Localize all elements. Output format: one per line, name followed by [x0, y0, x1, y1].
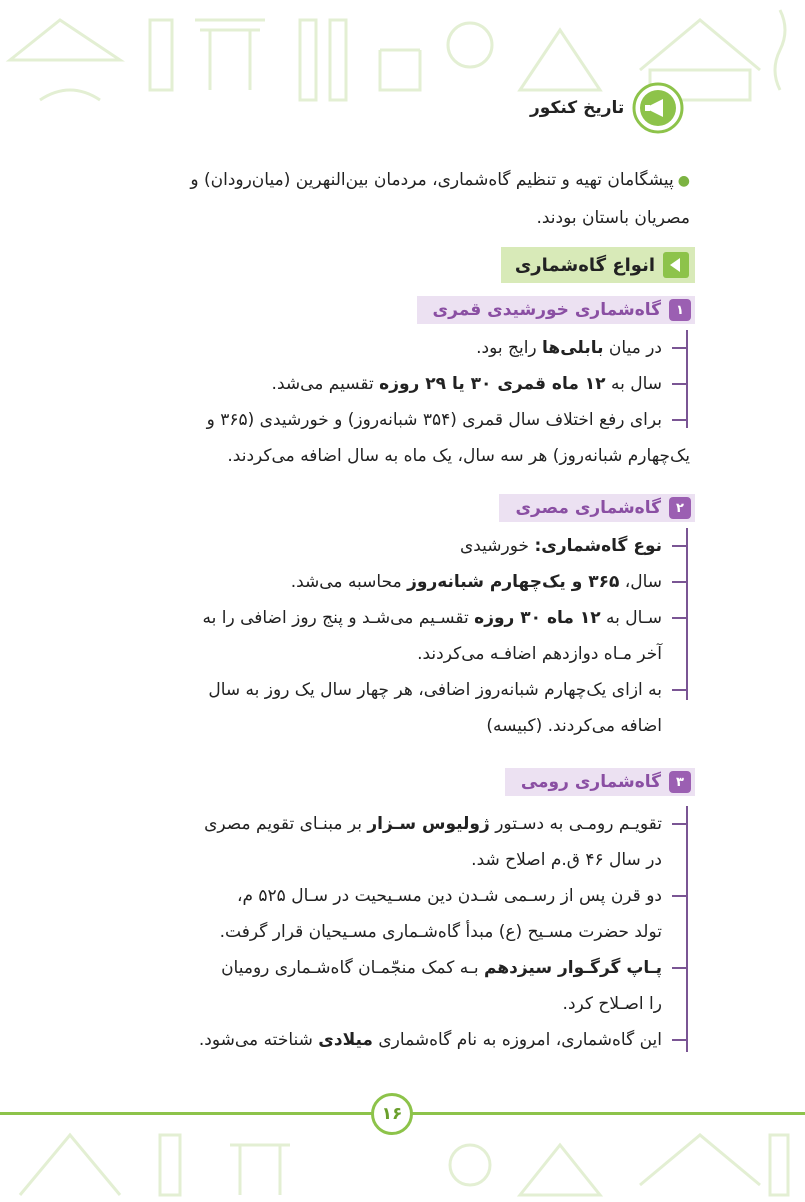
section-title-3: گاه‌شماری رومی [520, 772, 661, 792]
section-title-1: گاه‌شماری خورشیدی قمری [432, 300, 661, 320]
list-item: تقویـم رومـی به دسـتور ژولیوس سـزار بر مبنـای تقویم مصری در سال ۴۶ ق.م اصلاح شد. [118, 806, 690, 878]
list-item: نوع گاه‌شماری: خورشیدی [118, 528, 690, 564]
list-item: پـاپ گرگـوار سیزدهم بـه کمک منجّمـان گاه‌شـماری رومیان را اصـلاح کرد. [118, 950, 690, 1022]
intro-line-1: پیشگامان تهیه و تنظیم گاه‌شماری، مردمان بین‌النهرین (میان‌رودان) و [190, 170, 674, 190]
bullet-dot-icon: ● [677, 173, 690, 189]
brand-header [530, 80, 684, 136]
intro-paragraph [118, 162, 690, 237]
list-item: به ازای یک‌چهارم شبانه‌روز اضافی، هر چهار سال یک روز به سال اضافه می‌کردند. (کبیسه) [118, 672, 690, 744]
list-item: دو قرن پس از رسـمی شـدن دین مسـیحیت در سـال ۵۲۵ م، تولد حضرت مسـیح (ع) مبدأ گاه‌شـماری مسـیحیان قرار گرفت. [118, 878, 690, 950]
list-item: این گاه‌شماری، امروزه به نام گاه‌شماری میلادی شناخته می‌شود. [118, 1022, 690, 1058]
list-item: سال، ۳۶۵ و یک‌چهارم شبانه‌روز محاسبه می‌شد. [118, 564, 690, 600]
section-heading-1 [417, 296, 695, 324]
section-heading-2 [499, 494, 695, 522]
megaphone-icon [632, 82, 684, 134]
list-item: در میان بابلی‌ها رایج بود. [118, 330, 690, 366]
section-number-3: ۳ [669, 771, 691, 793]
section-heading-3 [505, 768, 695, 796]
list-item: سـال به ۱۲ ماه ۳۰ روزه تقسـیم می‌شـد و پنج روز اضافی را به آخر مـاه دوازدهم اضافـه می‌کردند. [118, 600, 690, 672]
intro-line-2: مصریان باستان بودند. [536, 208, 690, 228]
section-number-1: ۱ [669, 299, 691, 321]
section-3-list [118, 806, 690, 1058]
arrow-left-icon [663, 252, 689, 278]
list-item: سال به ۱۲ ماه قمری ۳۰ یا ۲۹ روزه تقسیم می‌شد. [118, 366, 690, 402]
section-1-list [118, 330, 690, 474]
section-number-2: ۲ [669, 497, 691, 519]
page-number: ۱۶ [371, 1093, 413, 1135]
list-item: برای رفع اختلاف سال قمری (۳۵۴ شبانه‌روز) و خورشیدی (۳۶۵ و یک‌چهارم شبانه‌روز) هر سه سال، یک ماه به سال اضافه می‌کردند. [206, 410, 690, 466]
brand-title: تاریخ کنکور [530, 98, 625, 118]
main-heading-title: انواع گاه‌شماری [514, 254, 655, 276]
main-heading [501, 247, 695, 283]
section-title-2: گاه‌شماری مصری [515, 498, 661, 518]
section-2-list [118, 528, 690, 744]
